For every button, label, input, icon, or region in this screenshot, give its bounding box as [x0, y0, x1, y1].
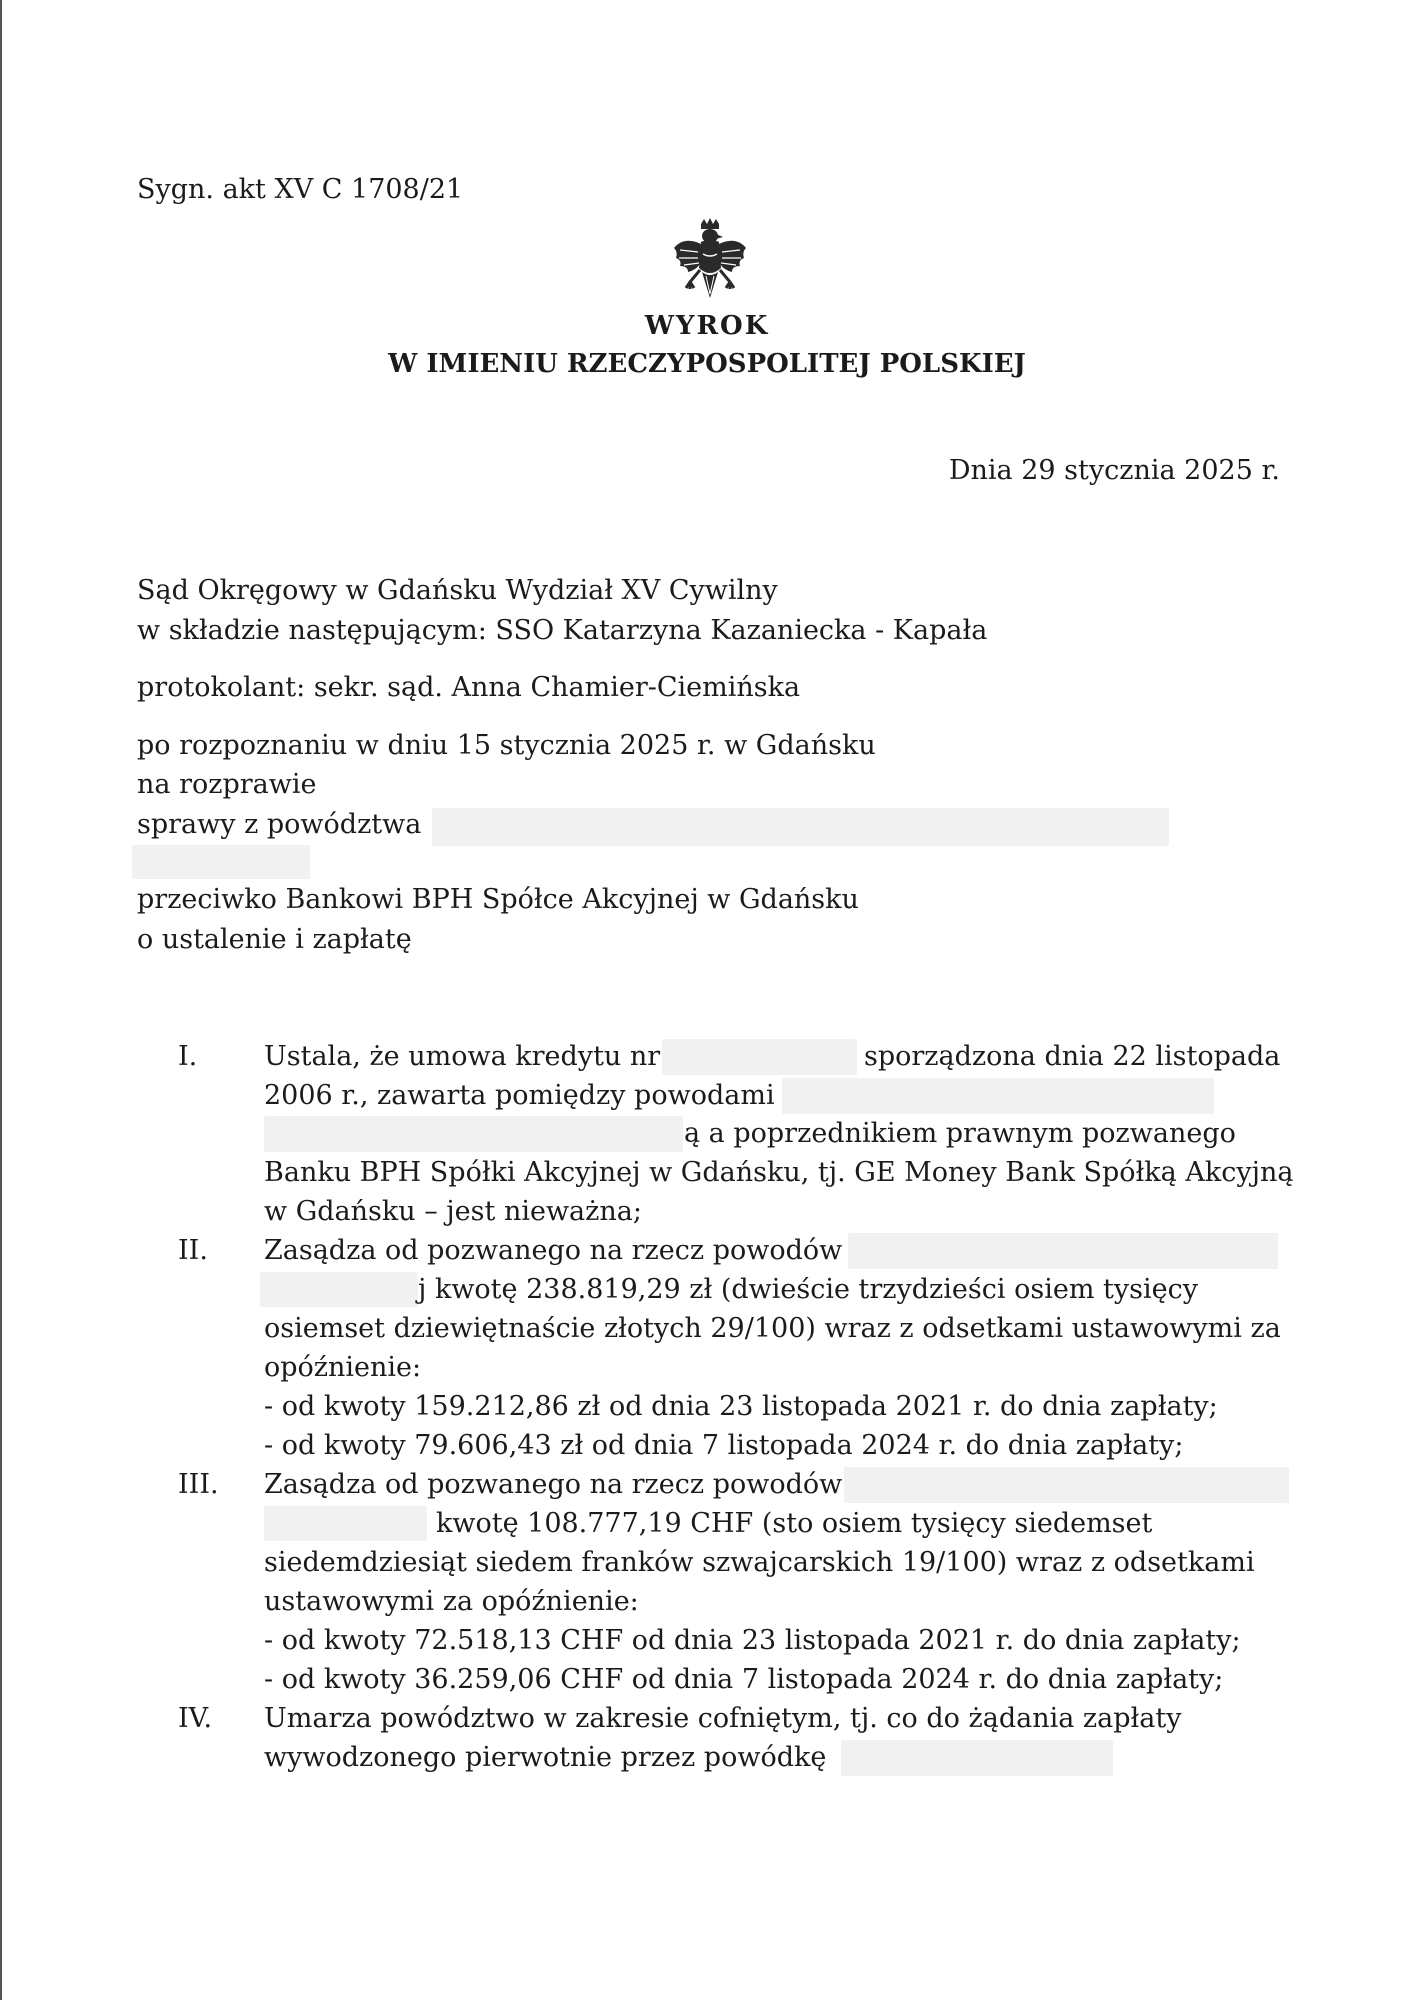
ruling-line: kwotę 108.777,19 CHF (sto osiem tysięcy siedemset [436, 1508, 1153, 1539]
court-name: Sąd Okręgowy w Gdańsku Wydział XV Cywilny [137, 575, 778, 606]
ruling-line: osiemset dziewiętnaście złotych 29/100) wraz z odsetkami ustawowymi za [264, 1313, 1281, 1344]
ruling-line: - od kwoty 79.606,43 zł od dnia 7 listopada 2024 r. do dnia zapłaty; [264, 1430, 1184, 1461]
hearing-type: na rozprawie [137, 769, 317, 800]
redacted-plaintiffs-continued [264, 1116, 683, 1152]
hearing-info: po rozpoznaniu w dniu 15 stycznia 2025 r. w Gdańsku [137, 730, 876, 761]
redacted-plaintiffs-continued [260, 1272, 418, 1307]
ruling-line: w Gdańsku – jest nieważna; [264, 1196, 642, 1227]
ruling-line: ustawowymi za opóźnienie: [264, 1586, 639, 1617]
ruling-line: Zasądza od pozwanego na rzecz powodów [264, 1235, 843, 1266]
claim-by: sprawy z powództwa [137, 809, 422, 840]
court-composition: w składzie następującym: SSO Katarzyna Kazaniecka - Kapała [137, 615, 988, 646]
case-subject: o ustalenie i zapłatę [137, 924, 412, 955]
ruling-line: opóźnienie: [264, 1352, 422, 1383]
defendant: przeciwko Bankowi BPH Spółce Akcyjnej w Gdańsku [137, 884, 859, 915]
ruling-line: Ustala, że umowa kredytu nr [264, 1041, 661, 1072]
ruling-line: j kwotę 238.819,29 zł (dwieście trzydzieści osiem tysięcy [418, 1274, 1198, 1305]
redacted-contract-number [662, 1039, 857, 1075]
ruling-line: Banku BPH Spółki Akcyjnej w Gdańsku, tj. GE Money Bank Spółką Akcyjną [264, 1157, 1294, 1188]
page-edge [0, 0, 2, 2000]
judgment-subtitle: W IMIENIU RZECZYPOSPOLITEJ POLSKIEJ [388, 349, 1026, 379]
ruling-numeral: III. [178, 1469, 219, 1500]
case-signature: Sygn. akt XV C 1708/21 [137, 174, 464, 205]
redacted-plaintiffs [782, 1078, 1214, 1114]
redacted-plaintiffs-continued [264, 1506, 427, 1541]
ruling-numeral: I. [178, 1041, 198, 1072]
judgment-date: Dnia 29 stycznia 2025 r. [948, 455, 1280, 486]
redacted-plaintiff-name [841, 1740, 1113, 1776]
ruling-line: 2006 r., zawarta pomiędzy powodami [264, 1080, 775, 1111]
ruling-line: - od kwoty 36.259,06 CHF od dnia 7 listopada 2024 r. do dnia zapłaty; [264, 1664, 1224, 1695]
court-clerk: protokolant: sekr. sąd. Anna Chamier-Ciemińska [137, 672, 801, 703]
ruling-line: sporządzona dnia 22 listopada [864, 1041, 1281, 1072]
redacted-plaintiffs-continued [132, 845, 310, 879]
ruling-line: - od kwoty 72.518,13 CHF od dnia 23 listopada 2021 r. do dnia zapłaty; [264, 1625, 1241, 1656]
ruling-numeral: IV. [178, 1703, 213, 1734]
ruling-line: - od kwoty 159.212,86 zł od dnia 23 listopada 2021 r. do dnia zapłaty; [264, 1391, 1218, 1422]
redacted-plaintiffs [432, 808, 1169, 846]
ruling-numeral: II. [178, 1235, 208, 1266]
ruling-line: Zasądza od pozwanego na rzecz powodów [264, 1469, 843, 1500]
redacted-plaintiffs [844, 1467, 1289, 1503]
redacted-plaintiffs [848, 1233, 1278, 1269]
ruling-line: ą a poprzednikiem prawnym pozwanego [684, 1118, 1236, 1149]
ruling-line: wywodzonego pierwotnie przez powódkę [264, 1742, 827, 1773]
ruling-line: siedemdziesiąt siedem franków szwajcarskich 19/100) wraz z odsetkami [264, 1547, 1255, 1578]
judgment-title: WYROK [644, 311, 770, 341]
ruling-line: Umarza powództwo w zakresie cofniętym, tj. co do żądania zapłaty [264, 1703, 1182, 1734]
polish-eagle-emblem [670, 218, 750, 304]
